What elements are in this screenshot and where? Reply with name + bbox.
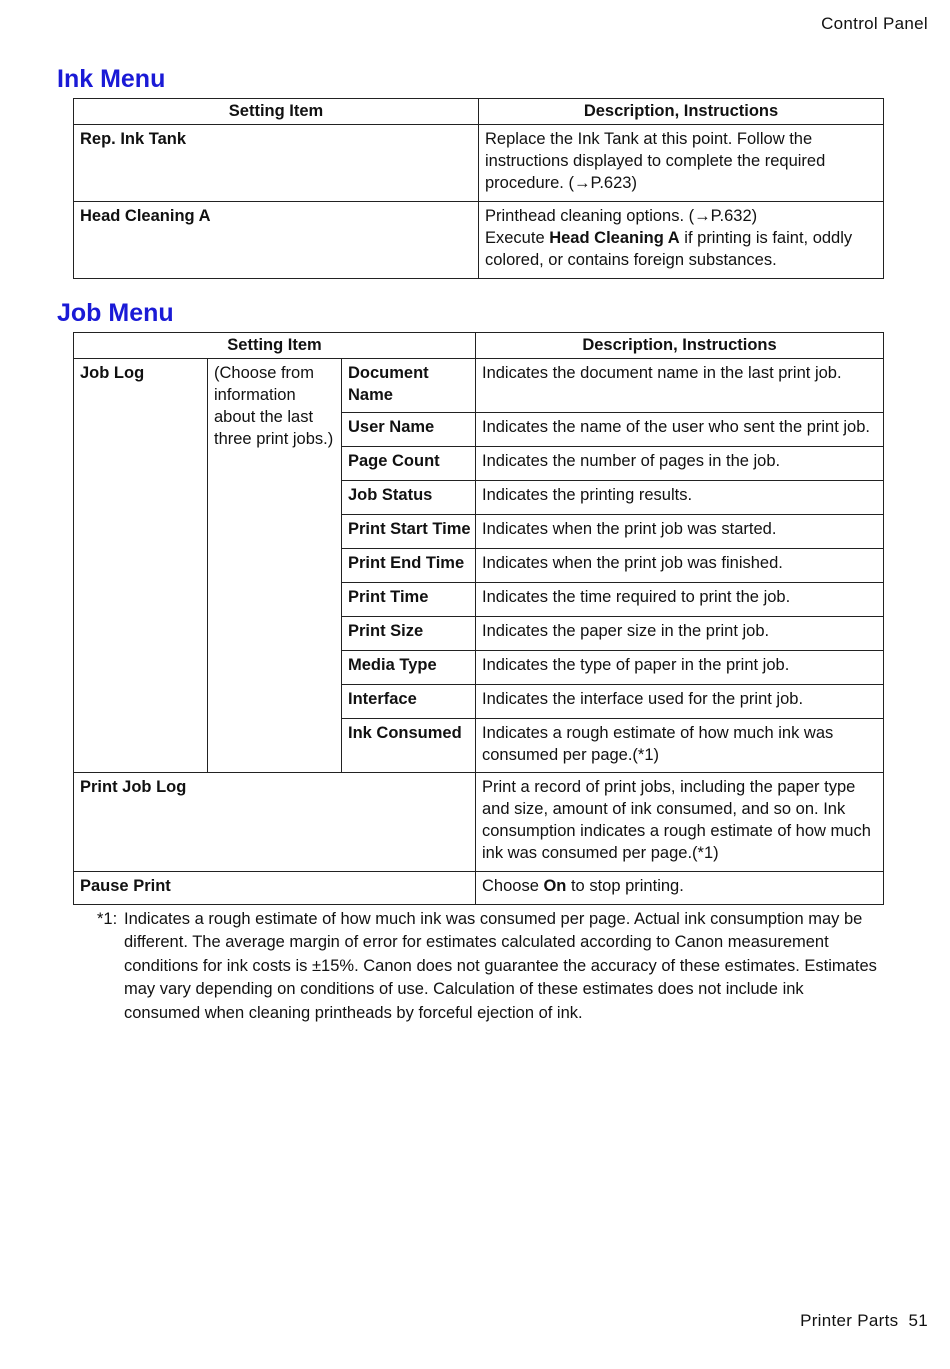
sub-item: Page Count [342,447,476,481]
sub-item: Print Size [342,617,476,651]
setting-description: Indicates a rough estimate of how much ink was consumed per page.(*1) [476,719,884,773]
sub-item: Document Name [342,359,476,413]
setting-description: Replace the Ink Tank at this point. Follow the instructions displayed to complete the required procedure. (→P.623) [479,125,884,202]
setting-description: Indicates the time required to print the job. [476,583,884,617]
description-text: if printing is faint, oddly colored, or contains foreign substances. [485,229,853,269]
sub-item: Print End Time [342,549,476,583]
footnote [97,908,877,1025]
emphasis-text: Head Cleaning A [549,229,680,247]
description-text: to stop printing. [566,877,684,895]
chapter-name: Printer Parts [800,1311,899,1330]
table-row [74,359,884,413]
sub-item: Media Type [342,651,476,685]
ink-menu-title: Ink Menu [57,65,166,93]
table-row [74,202,884,279]
setting-description [476,872,884,905]
setting-description: Indicates the paper size in the print job. [476,617,884,651]
setting-description: Indicates the number of pages in the job. [476,447,884,481]
setting-item: Pause Print [74,872,476,905]
setting-item: Job Log [74,359,208,773]
emphasis-text: On [543,877,567,895]
sub-item: Interface [342,685,476,719]
setting-description: Indicates the interface used for the print job. [476,685,884,719]
footnote-text: Indicates a rough estimate of how much ink was consumed per page. Actual ink consumption may be different. The average margin of error for estimates calculated according to Canon measurement conditions for ink costs is ±15%. Canon does not guarantee the accuracy of these estimates. Estimates may vary depending on conditions of use. Calculation of these estimates does not include ink consumed when cleaning printheads by forceful ejection of ink. [124,910,877,1022]
sub-item: Print Time [342,583,476,617]
table-header-row [74,99,884,125]
setting-item: Print Job Log [74,773,476,872]
setting-description [479,202,884,279]
column-header-setting: Setting Item [74,333,476,359]
setting-item: Rep. Ink Tank [74,125,479,202]
description-text: Choose [482,877,544,895]
page-footer [800,1311,928,1331]
table-row [74,125,884,202]
column-header-setting: Setting Item [74,99,479,125]
sub-item: Print Start Time [342,515,476,549]
setting-description: Indicates the type of paper in the print job. [476,651,884,685]
page-number: 51 [908,1311,928,1330]
column-header-description: Description, Instructions [479,99,884,125]
sub-item: Ink Consumed [342,719,476,773]
ink-menu-table [73,98,884,279]
setting-description: Indicates the printing results. [476,481,884,515]
sub-item: Job Status [342,481,476,515]
table-row [74,773,884,872]
setting-description: Print a record of print jobs, including the paper type and size, amount of ink consumed, and so on. Ink consumption indicates a rough estimate of how much ink was consumed per page.(*1) [476,773,884,872]
running-header: Control Panel [821,14,928,33]
setting-description: Indicates when the print job was started. [476,515,884,549]
footnote-marker: *1: [97,910,118,928]
setting-description: Indicates when the print job was finished. [476,549,884,583]
setting-item: Head Cleaning A [74,202,479,279]
table-header-row [74,333,884,359]
description-text: Execute [485,229,550,247]
job-menu-table [73,332,884,905]
sub-item: User Name [342,413,476,447]
description-line: Printhead cleaning options. (→P.632) [485,207,758,225]
job-menu-title: Job Menu [57,299,174,327]
table-row [74,872,884,905]
setting-description: Indicates the document name in the last print job. [476,359,884,413]
setting-note: (Choose from information about the last three print jobs.) [208,359,342,773]
column-header-description: Description, Instructions [476,333,884,359]
setting-description: Indicates the name of the user who sent the print job. [476,413,884,447]
